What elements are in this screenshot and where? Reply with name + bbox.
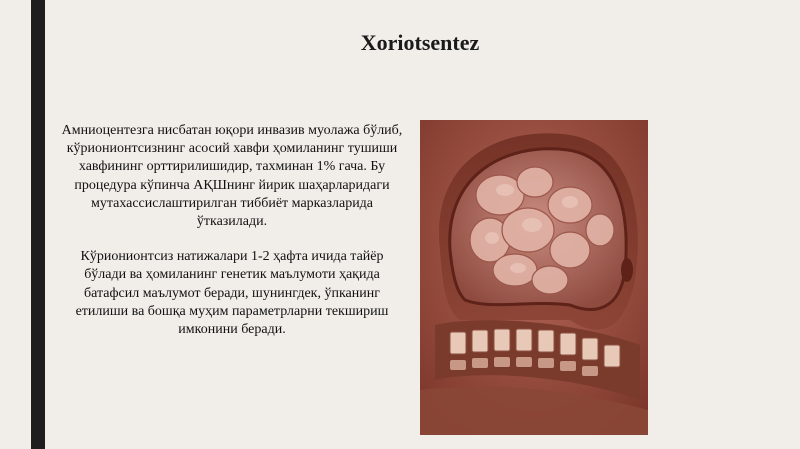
slide-body xyxy=(58,122,406,356)
accent-bar xyxy=(31,0,45,449)
slide-title: Xoriotsentez xyxy=(360,30,480,55)
anatomical-illustration xyxy=(420,120,648,435)
paragraph-1: Амниоцентезга нисбатан юқори инвазив муолажа бўлиб, кўрионионтсизнинг асосий хавфи ҳомиланинг тушиши хавфининг орттирилишидир, тахминан 1% гача. Бу процедура кўпинча АҚШнинг йирик шаҳарларидаги мутахассислаштирилган тиббиёт марказларида ўтказилади. xyxy=(61,123,403,230)
uterus-cross-section-image xyxy=(420,120,648,435)
paragraph-2: Кўрионионтсиз натижалари 1-2 ҳафта ичида тайёр бўлади ва ҳомиланинг генетик маълумоти ҳақида батафсил маълумот беради, шунингдек, ўпканинг етилиши ва бошқа муҳим параметрларни текшириш имконини беради. xyxy=(75,249,389,338)
